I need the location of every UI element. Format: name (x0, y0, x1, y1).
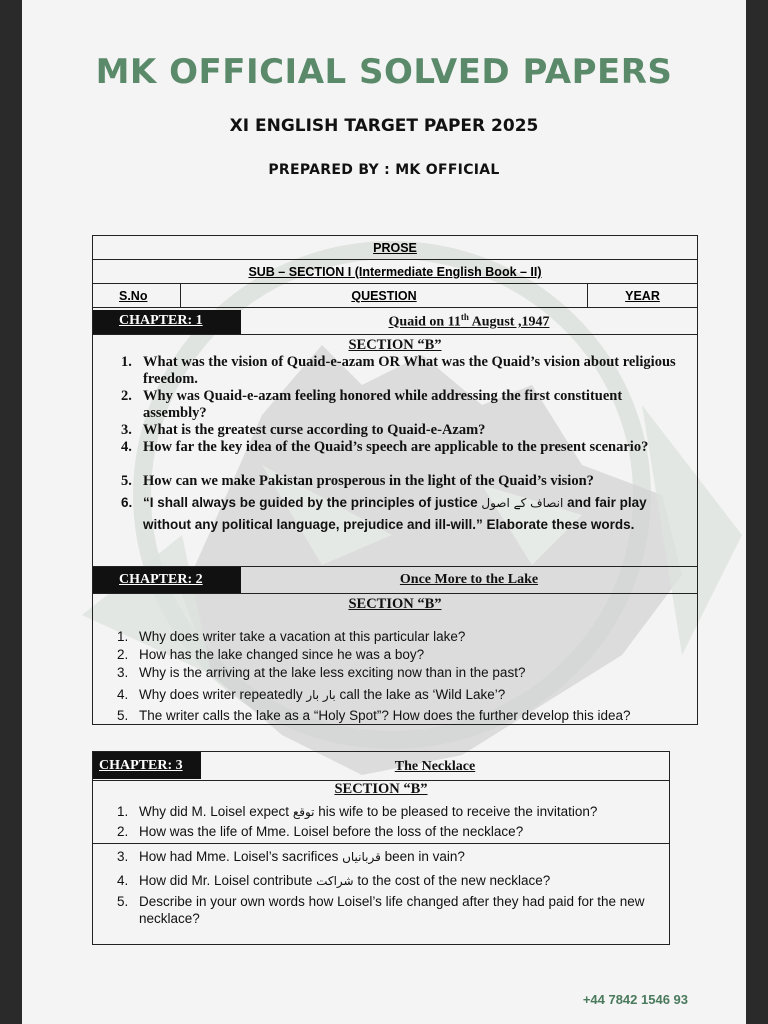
question-text: Describe in your own words how Loisel’s life changed after they had paid for the new necklace? (139, 894, 645, 926)
chapter-2-title: Once More to the Lake (399, 572, 539, 587)
question-number: 3. (117, 665, 129, 680)
list-item (117, 707, 719, 724)
question-text: What is the greatest curse according to Quaid-e-Azam? (143, 422, 486, 438)
question-text: Why does writer take a vacation at this particular lake? (139, 629, 466, 644)
question-number: 1. (117, 629, 129, 644)
question-number: 3. (117, 849, 129, 864)
list-item (121, 492, 683, 535)
column-header-row (93, 284, 697, 308)
list-item (117, 848, 679, 866)
question-text: “I shall always be guided by the principles of justice (143, 495, 482, 510)
subsection-heading (93, 260, 697, 284)
chapter-1-title-pre: Quaid on 11 (388, 314, 461, 330)
list-item (117, 872, 679, 890)
urdu-gloss: شراکت (316, 874, 354, 888)
question-text: Why was Quaid-e-azam feeling honored while addressing the first constituent assembly? (143, 388, 623, 421)
chapter-2-label: CHAPTER: 2 (93, 567, 241, 593)
list-item (117, 893, 659, 927)
divider (93, 843, 669, 844)
brand-title: MK OFFICIAL SOLVED PAPERS (95, 52, 673, 92)
chapter-3-title: The Necklace (394, 759, 476, 774)
question-number: 1. (121, 354, 132, 370)
question-number: 2. (117, 647, 129, 662)
question-number: 4. (121, 439, 132, 455)
question-text: How has the lake changed since he was a boy? (139, 647, 425, 662)
question-text: What was the vision of Quaid-e-azam OR What was the Quaid’s vision about religious freedom. (143, 354, 676, 387)
chapter-3-label: CHAPTER: 3 (93, 752, 201, 779)
divider (93, 593, 697, 594)
question-text: Why did M. Loisel expect (139, 804, 293, 819)
list-item (121, 473, 683, 490)
chapter-1-title (241, 312, 697, 331)
urdu-gloss: توقع (292, 805, 315, 819)
list-item (117, 628, 709, 645)
question-text-cont: been in vain? (380, 849, 465, 864)
col-sno: S.No (93, 284, 181, 308)
question-text: Why does writer repeatedly (139, 687, 307, 702)
question-number: 3. (121, 422, 132, 438)
chapter-3-section: SECTION “B” (334, 781, 428, 797)
divider (93, 334, 697, 335)
question-number: 4. (117, 687, 129, 702)
question-text-cont: and fair play without any political language, prejudice and ill-will.” Elaborate these words. (143, 495, 647, 532)
urdu-gloss: قربانیاں (342, 850, 381, 864)
col-question: QUESTION (351, 289, 417, 303)
document-page (22, 0, 746, 1024)
prepared-by: PREPARED BY : MK OFFICIAL (268, 162, 500, 178)
chapter-3-table (92, 751, 670, 945)
contact-phone: +44 7842 1546 93 (582, 992, 688, 1007)
question-text: How far the key idea of the Quaid’s speech are applicable to the present scenario? (143, 439, 649, 455)
question-text-cont: his wife to be pleased to receive the invitation? (314, 804, 598, 819)
question-text: Why is the arriving at the lake less exciting now than in the past? (139, 665, 526, 680)
question-text: How did Mr. Loisel contribute (139, 873, 317, 888)
urdu-gloss: بار بار (306, 688, 336, 702)
paper-title: XI ENGLISH TARGET PAPER 2025 (229, 116, 539, 136)
chapter-2-section: SECTION “B” (348, 596, 442, 612)
question-number: 6. (121, 495, 133, 510)
question-text: How can we make Pakistan prosperous in the light of the Quaid’s vision? (143, 473, 594, 489)
prose-label: PROSE (373, 241, 417, 255)
question-text: How had Mme. Loisel’s sacrifices (139, 849, 343, 864)
question-number: 5. (117, 708, 129, 723)
list-item (117, 664, 709, 681)
chapter-1-title-post: August ,1947 (468, 314, 550, 330)
col-year: YEAR (587, 284, 697, 308)
list-item (117, 823, 679, 840)
question-number: 4. (117, 873, 129, 888)
urdu-gloss: انصاف کے اصول (481, 496, 564, 510)
prose-heading (93, 236, 697, 260)
question-text-cont: to the cost of the new necklace? (353, 873, 551, 888)
question-number: 2. (121, 388, 132, 404)
subsection-label: SUB – SECTION I (Intermediate English Book – II) (248, 265, 542, 279)
list-item (117, 686, 709, 704)
list-item (117, 803, 679, 821)
list-item (121, 439, 683, 456)
chapter-1-label: CHAPTER: 1 (93, 310, 241, 334)
chapter-1-title-sup: th (460, 312, 469, 322)
list-item (121, 388, 683, 421)
question-number: 5. (117, 894, 129, 909)
question-text: The writer calls the lake as a “Holy Spot”? How does the further develop this idea? (139, 708, 631, 723)
question-text-cont: call the lake as ‘Wild Lake’? (335, 687, 506, 702)
question-number: 5. (121, 473, 132, 489)
prose-table (92, 235, 698, 725)
chapter-1-section: SECTION “B” (348, 337, 442, 353)
question-text: How was the life of Mme. Loisel before the loss of the necklace? (139, 824, 524, 839)
question-number: 1. (117, 804, 129, 819)
list-item (121, 422, 683, 439)
question-number: 2. (117, 824, 129, 839)
list-item (117, 646, 709, 663)
list-item (121, 354, 683, 387)
